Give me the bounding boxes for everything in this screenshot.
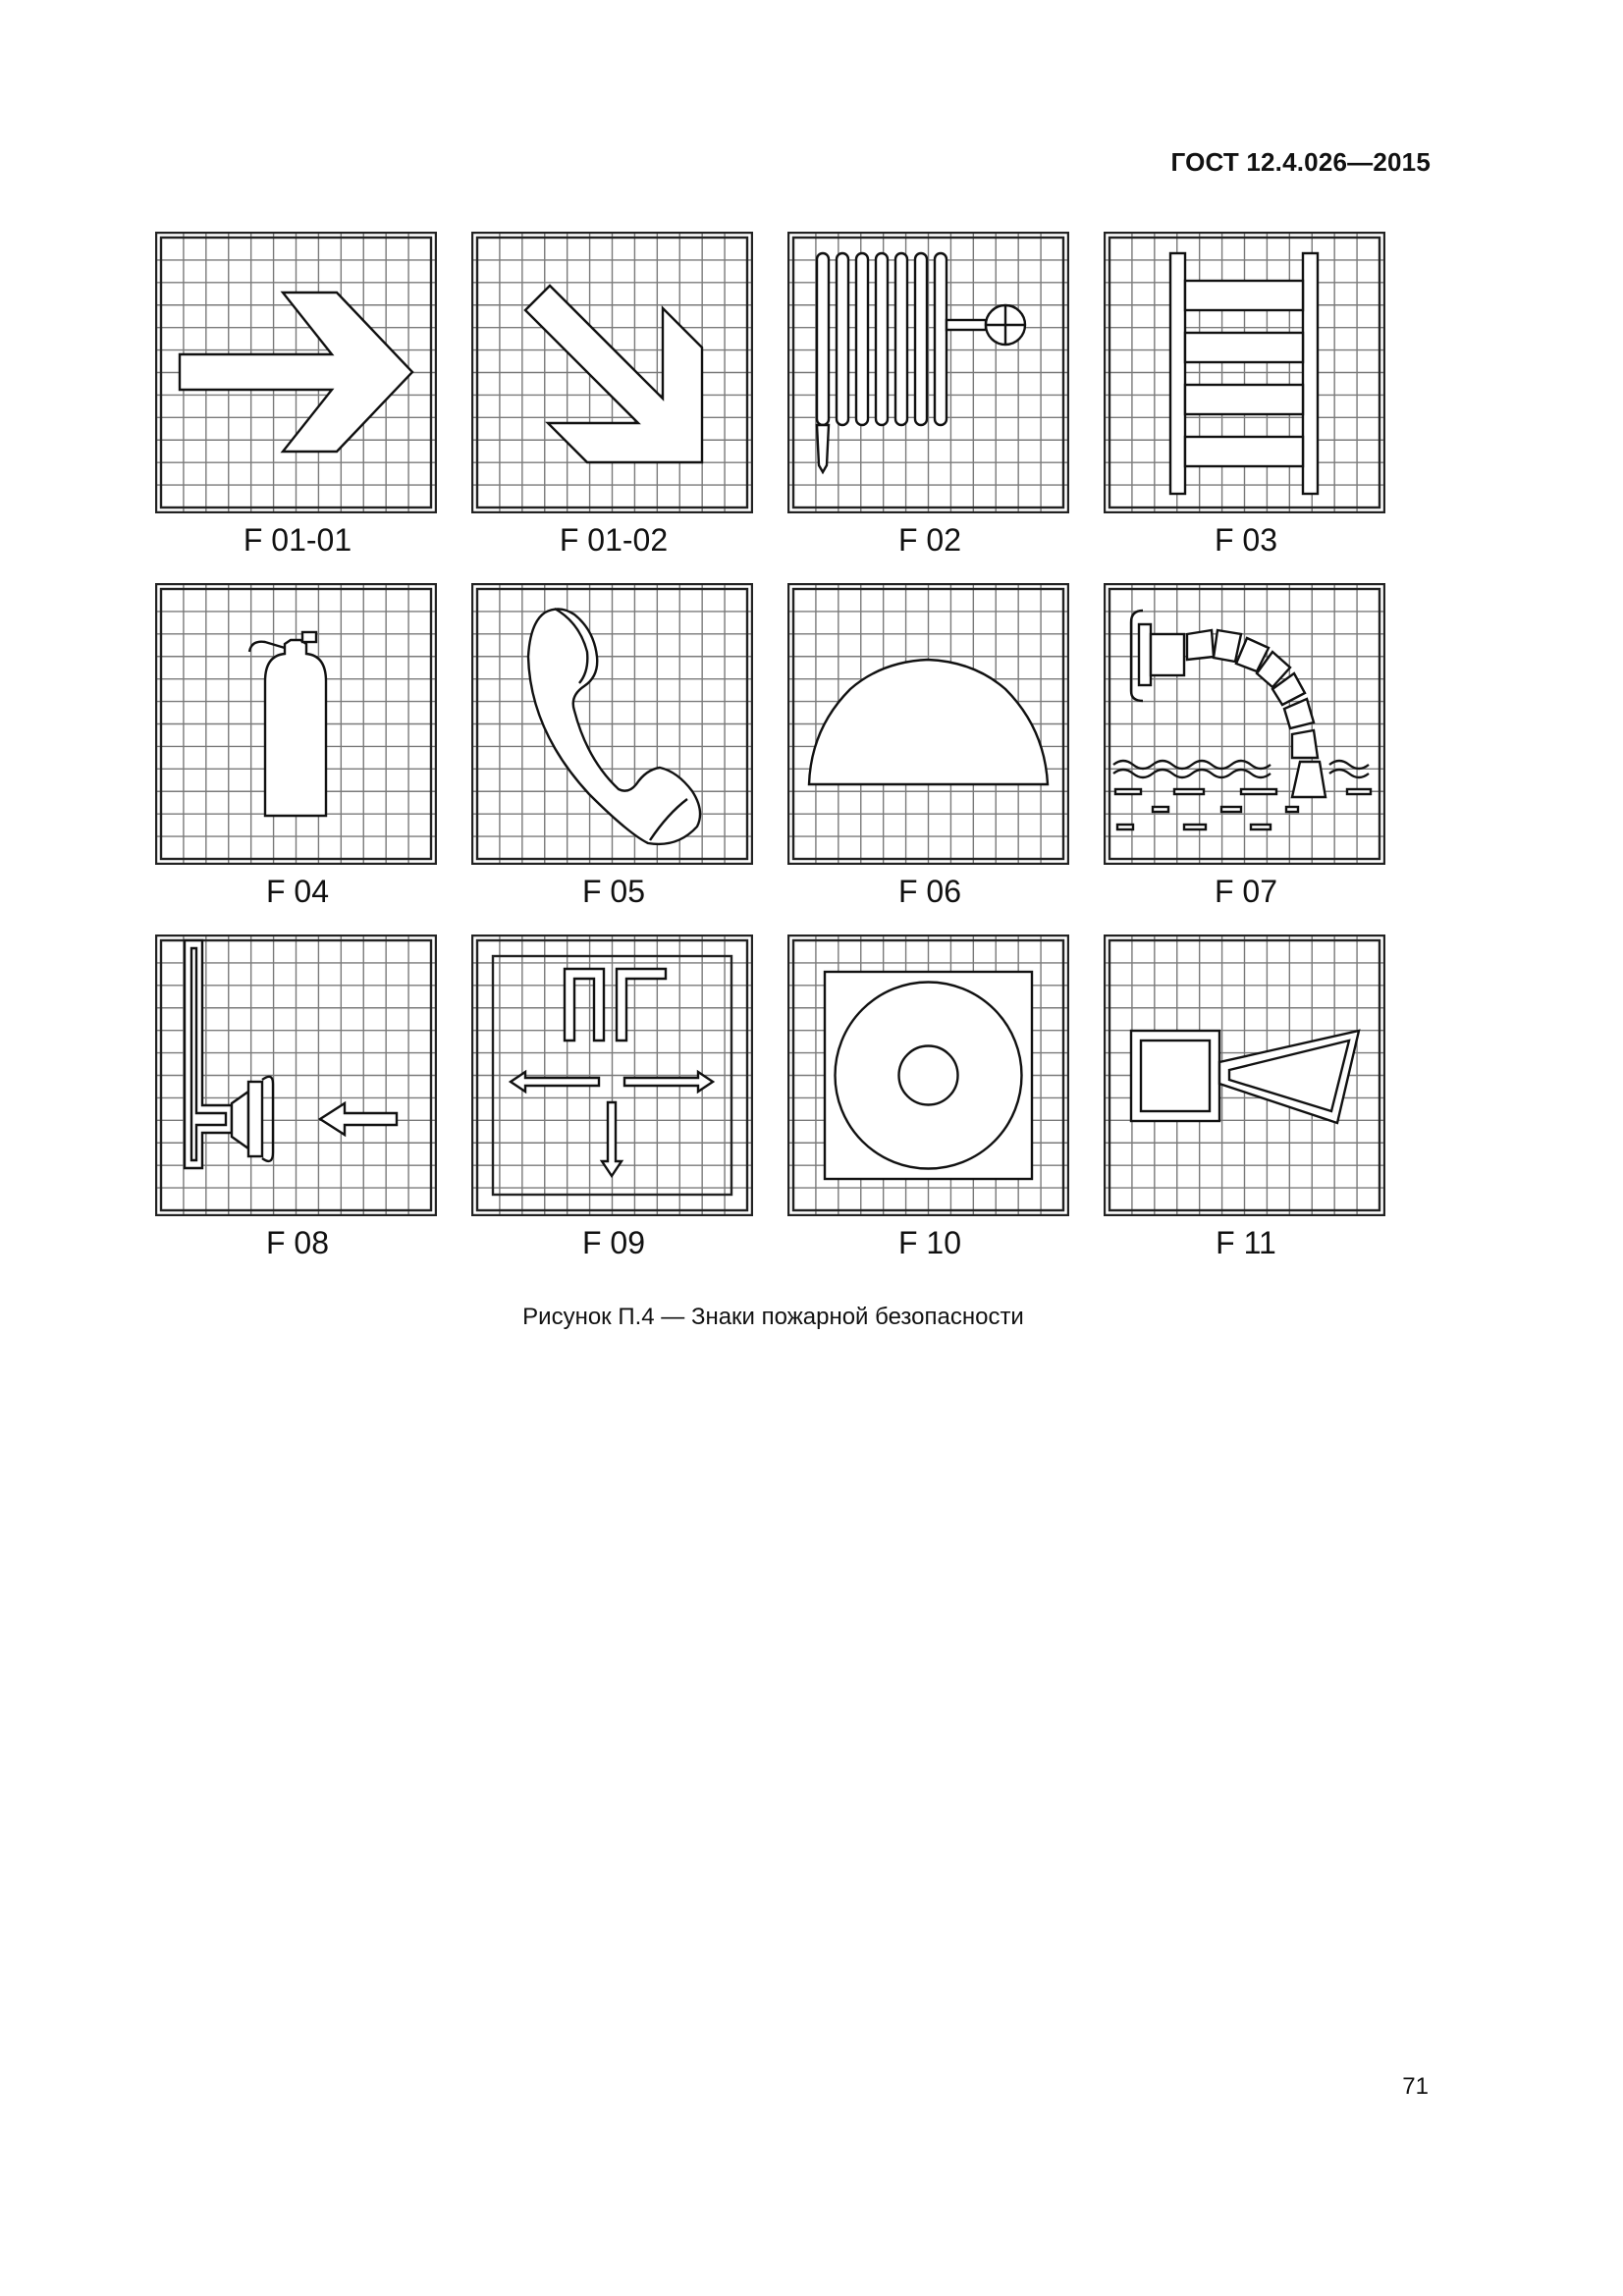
sign-code: F 01-02 [559, 522, 669, 558]
sign-cell-f01-02 [471, 232, 756, 558]
sign-cell-f02 [787, 232, 1072, 558]
water-source-icon [1104, 583, 1385, 865]
fire-hose-reel-icon [787, 232, 1069, 513]
sign-code: F 07 [1214, 874, 1278, 909]
sign-code: F 09 [581, 1225, 646, 1260]
sign-code: F 08 [265, 1225, 330, 1260]
sign-code: F 03 [1214, 522, 1278, 558]
sign-cell-f01-01 [155, 232, 440, 558]
sign-cell-f09 [471, 934, 756, 1260]
sign-code: F 01-01 [243, 522, 352, 558]
sign-cell-f08 [155, 934, 440, 1260]
telephone-handset-icon [471, 583, 753, 865]
document-header: ГОСТ 12.4.026—2015 [1170, 147, 1431, 177]
arrow-right-icon [155, 232, 437, 513]
sign-cell-f07 [1104, 583, 1388, 909]
figure-caption: Рисунок П.4 — Знаки пожарной безопасности [522, 1304, 1024, 1330]
sign-code: F 10 [897, 1225, 962, 1260]
sign-cell-f10 [787, 934, 1072, 1260]
sign-code: F 06 [897, 874, 962, 909]
fire-ladder-icon [1104, 232, 1385, 513]
sign-cell-f04 [155, 583, 440, 909]
fire-bucket-icon [787, 583, 1069, 865]
page-number: 71 [1402, 2073, 1429, 2100]
sign-cell-f06 [787, 583, 1072, 909]
alarm-siren-icon [1104, 934, 1385, 1216]
fire-hydrant-pg-icon [471, 934, 753, 1216]
arrow-diagonal-down-right-icon [471, 232, 753, 513]
fire-button-icon [787, 934, 1069, 1216]
sign-code: F 04 [265, 874, 330, 909]
sign-code: F 05 [581, 874, 646, 909]
sign-code: F 11 [1216, 1225, 1276, 1260]
sign-cell-f03 [1104, 232, 1388, 558]
dry-riser-icon [155, 934, 437, 1216]
signs-figure [155, 232, 1392, 1272]
sign-code: F 02 [897, 522, 962, 558]
sign-cell-f11 [1104, 934, 1388, 1260]
sign-cell-f05 [471, 583, 756, 909]
fire-extinguisher-icon [155, 583, 437, 865]
